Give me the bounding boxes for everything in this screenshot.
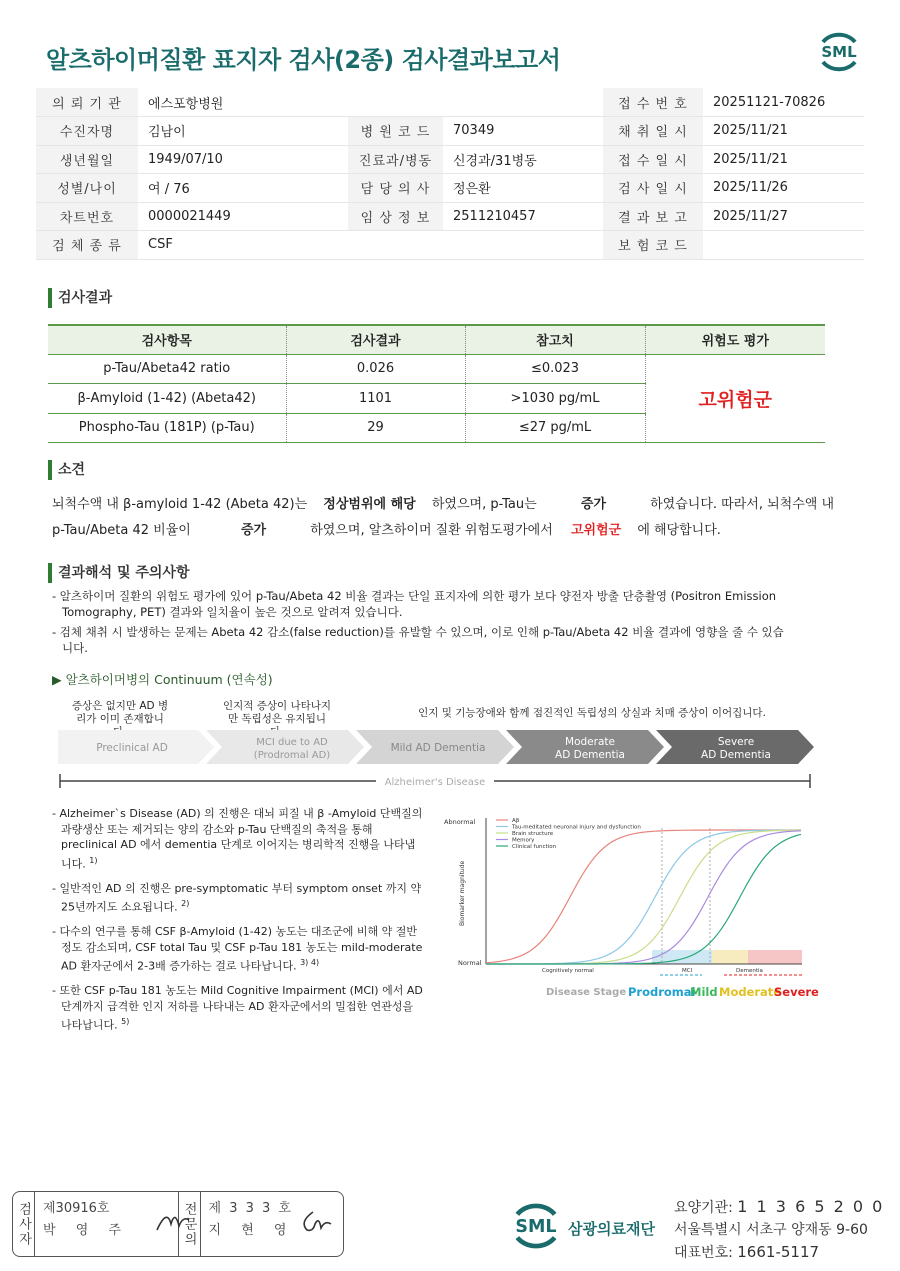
info-row xyxy=(36,202,864,231)
info-value: 0000021449 xyxy=(138,202,348,231)
info-label: 보 험 코 드 xyxy=(603,231,703,260)
bullet-item: - 일반적인 AD 의 진행은 pre-symptomatic 부터 symptom onset 까지 약 25년까지도 소요됩니다. $^{2)}$ xyxy=(52,881,422,914)
result-cell: β-Amyloid (1-42) (Abeta42) xyxy=(48,384,286,414)
footer-institution-code: 요양기관: 1 1 3 6 5 2 0 0 xyxy=(674,1197,885,1216)
info-label: 검 사 일 시 xyxy=(603,174,703,203)
continuum-diagram xyxy=(58,728,818,794)
stage-severe: Severe xyxy=(774,985,819,999)
info-value: 2025/11/27 xyxy=(703,202,864,231)
info-label: 차트번호 xyxy=(36,202,138,231)
info-value: 2025/11/21 xyxy=(703,145,864,174)
section-result-heading: 검사결과 xyxy=(48,288,112,308)
info-row xyxy=(36,145,864,174)
stage-label-severe: Severe AD Dementia xyxy=(701,736,771,761)
result-cell: 0.026 xyxy=(286,354,465,384)
info-label xyxy=(348,231,443,260)
info-label: 담 당 의 사 xyxy=(348,174,443,203)
result-header: 검사항목 xyxy=(48,325,286,354)
report-title: 알츠하이머질환 표지자 검사(2종) 검사결과보고서 xyxy=(46,46,561,74)
opinion-text: 뇌척수액 내 β-amyloid 1-42 (Abeta 42)는 xyxy=(52,497,308,512)
info-value: CSF xyxy=(138,231,348,260)
opinion-text: p-Tau/Abeta 42 비율이 xyxy=(52,523,191,538)
opinion-normal-range: 정상범위에 해당 xyxy=(323,497,416,512)
specialist-signature xyxy=(201,1192,344,1256)
info-value: 1949/07/10 xyxy=(138,145,348,174)
info-label: 생년월일 xyxy=(36,145,138,174)
info-value xyxy=(703,231,864,260)
stage-mild: Mild xyxy=(690,985,718,999)
specialist-license: 제 3 3 3 호 xyxy=(208,1201,293,1216)
result-table xyxy=(48,324,825,443)
info-value: 20251121-70826 xyxy=(703,88,864,117)
bullet-list xyxy=(52,806,424,1043)
result-cell: >1030 pg/mL xyxy=(465,384,645,414)
info-value: 에스포항병원 xyxy=(138,88,348,117)
band-moderate xyxy=(712,950,748,964)
continuum-heading: ▶ 알츠하이머병의 Continuum (연속성) xyxy=(52,672,273,687)
opinion-text: 하였으며, p-Tau는 xyxy=(431,497,537,512)
info-label xyxy=(348,88,443,117)
info-label: 접 수 일 시 xyxy=(603,145,703,174)
legend-label: Aβ xyxy=(512,818,520,824)
biomarker-chart xyxy=(440,808,820,1008)
stage-note-preclinical: 증상은 없지만 AD 병리가 이미 존재합니 xyxy=(71,700,169,725)
result-cell: 1101 xyxy=(286,384,465,414)
y-axis-label: Biomarker magnitude xyxy=(459,860,466,926)
info-value: 김남이 xyxy=(138,117,348,146)
info-label: 의 뢰 기 관 xyxy=(36,88,138,117)
footer-org-name: 삼광의료재단 xyxy=(568,1220,655,1238)
info-label: 진료과/병동 xyxy=(348,145,443,174)
legend-label: Clinical function xyxy=(512,844,557,850)
note-item: - 알츠하이머 질환의 위험도 평가에 있어 p-Tau/Abeta 42 비율 결과는 단일 표지자에 의한 평가 보다 양전자 방출 단층촬영 (Positron Emission Tomography, PET) 결과와 일치율이 높은 것으로 알려져 있습니다. xyxy=(52,589,777,619)
info-value: 2511210457 xyxy=(443,202,603,231)
series-line xyxy=(486,830,801,964)
footer-contact xyxy=(674,1196,884,1264)
series-line xyxy=(486,831,801,964)
patient-info-table xyxy=(36,88,864,260)
legend-label: Memory xyxy=(512,837,535,844)
info-value xyxy=(443,231,603,260)
x-label-dementia: Dementia xyxy=(736,968,763,974)
info-label: 검 체 종 류 xyxy=(36,231,138,260)
section-opinion-heading: 소견 xyxy=(48,460,85,480)
note-item: - 검체 채취 시 발생하는 문제는 Abeta 42 감소(false reduction)를 유발할 수 있으며, 이로 인해 p-Tau/Abeta 42 비율 결과에 영향을 줄 수 있습니다. xyxy=(52,625,784,655)
result-cell: p-Tau/Abeta42 ratio xyxy=(48,354,286,384)
opinion-line-2 xyxy=(52,518,842,544)
info-label: 임 상 정 보 xyxy=(348,202,443,231)
result-cell: ≤27 pg/mL xyxy=(465,413,645,443)
footer-phone: 대표번호: 1661-5117 xyxy=(674,1243,820,1261)
series-line xyxy=(486,834,801,964)
info-label: 채 취 일 시 xyxy=(603,117,703,146)
result-header: 검사결과 xyxy=(286,325,465,354)
opinion-high-risk: 고위험군 xyxy=(570,523,622,538)
result-cell: 29 xyxy=(286,413,465,443)
y-bottom-label: Normal xyxy=(458,959,482,967)
stage-note-mci: 인지적 증상이 나타나지만 독립성은 유지됩니 xyxy=(222,700,332,725)
signature-box xyxy=(12,1191,344,1257)
stage-moderate: Moderate xyxy=(719,985,782,999)
axis-label: Alzheimer's Disease xyxy=(384,777,486,788)
footer-sml-logo xyxy=(508,1200,564,1252)
tester-handwritten-signature xyxy=(153,1206,193,1236)
info-label: 성별/나이 xyxy=(36,174,138,203)
svg-text:SML: SML xyxy=(515,1216,557,1237)
legend-label: Brain structure xyxy=(512,831,554,837)
footer-address: 서울특별시 서초구 양재동 9-60 xyxy=(674,1222,868,1238)
y-top-label: Abnormal xyxy=(444,818,476,826)
specialist-label: 전문의 xyxy=(179,1192,201,1256)
info-value: 신경과/31병동 xyxy=(443,145,603,174)
opinion-increase: 증가 xyxy=(580,497,606,512)
opinion-text: 하였으며, 알츠하이머 질환 위험도평가에서 xyxy=(310,523,553,538)
bullet-item: - Alzheimer`s Disease (AD) 의 진행은 대뇌 피질 내 β -Amyloid 단백질의 과량생산 또는 제거되는 양의 감소와 p-Tau 단백질의 축적을 통해 preclinical AD 에서 dementia 단계로 이어지는 병리학적 진행을 나타냅니다. $^{1)}$ xyxy=(52,807,423,871)
svg-text:SML: SML xyxy=(821,43,857,61)
sml-logo xyxy=(815,30,863,74)
x-label-cn: Cognitively normal xyxy=(542,968,594,974)
specialist-handwritten-signature xyxy=(297,1206,337,1236)
info-label: 병 원 코 드 xyxy=(348,117,443,146)
tester-license: 제30916호 xyxy=(43,1201,110,1216)
stage-prodromal: Prodromal xyxy=(628,985,696,999)
band-severe xyxy=(748,950,802,964)
stage-note-dementia: 인지 및 기능장애와 함께 점진적인 독립성의 상실과 치매 증상이 이어집니다. xyxy=(418,707,766,719)
legend-label: Tau-meditated neuronal injury and dysfunction xyxy=(512,824,641,831)
stage-label-mci: MCI due to AD (Prodromal AD) xyxy=(253,737,331,761)
stage-label-preclinical: Preclinical AD xyxy=(96,742,168,754)
opinion-text: 하였습니다. 따라서, 뇌척수액 내 xyxy=(650,497,835,512)
opinion-line-1 xyxy=(52,492,842,518)
info-value: 여 / 76 xyxy=(138,174,348,203)
info-value xyxy=(443,88,603,117)
opinion-text: 에 해당합니다. xyxy=(637,523,721,538)
info-value: 정은환 xyxy=(443,174,603,203)
info-row xyxy=(36,88,864,117)
tester-name: 박 영 주 xyxy=(43,1223,129,1238)
bullet-item: - 또한 CSF p-Tau 181 농도는 Mild Cognitive Impairment (MCI) 에서 AD 단계까지 급격한 인지 저하를 나타내는 AD 환자군에서의 밀접한 연관성을 나타납니다. $^{5)}$ xyxy=(52,984,423,1033)
section-interpretation-heading: 결과해석 및 주의사항 xyxy=(48,563,189,583)
info-label: 접 수 번 호 xyxy=(603,88,703,117)
info-label: 결 과 보 고 xyxy=(603,202,703,231)
stage-label-mild: Mild AD Dementia xyxy=(390,742,486,754)
info-value: 2025/11/26 xyxy=(703,174,864,203)
result-cell: Phospho-Tau (181P) (p-Tau) xyxy=(48,413,286,443)
result-cell: ≤0.023 xyxy=(465,354,645,384)
series-line xyxy=(486,830,801,964)
info-row xyxy=(36,231,864,260)
info-row xyxy=(36,117,864,146)
tester-signature xyxy=(35,1192,179,1256)
risk-assessment: 고위험군 xyxy=(645,354,825,443)
info-value: 2025/11/21 xyxy=(703,117,864,146)
result-row xyxy=(48,354,825,384)
tester-label: 검사자 xyxy=(13,1192,35,1256)
bullet-item: - 다수의 연구를 통해 CSF β-Amyloid (1-42) 농도는 대조군에 비해 약 절반정도 감소되며, CSF total Tau 및 CSF p-Tau 181 농도는 mild-moderate AD 환자군에서 2-3배 증가하는 걸로 나타납니다. $^{3) 4)}$ xyxy=(52,925,423,973)
stage-label-moderate: Moderate AD Dementia xyxy=(555,736,625,761)
result-header: 참고치 xyxy=(465,325,645,354)
info-label: 수진자명 xyxy=(36,117,138,146)
info-row xyxy=(36,174,864,203)
notes-list xyxy=(52,588,792,660)
result-header: 위험도 평가 xyxy=(645,325,825,354)
info-value: 70349 xyxy=(443,117,603,146)
specialist-name: 지 현 영 xyxy=(208,1223,295,1238)
disease-stage-label: Disease Stage xyxy=(546,987,627,998)
opinion-increase: 증가 xyxy=(240,523,267,538)
x-label-mci: MCI xyxy=(682,968,693,974)
